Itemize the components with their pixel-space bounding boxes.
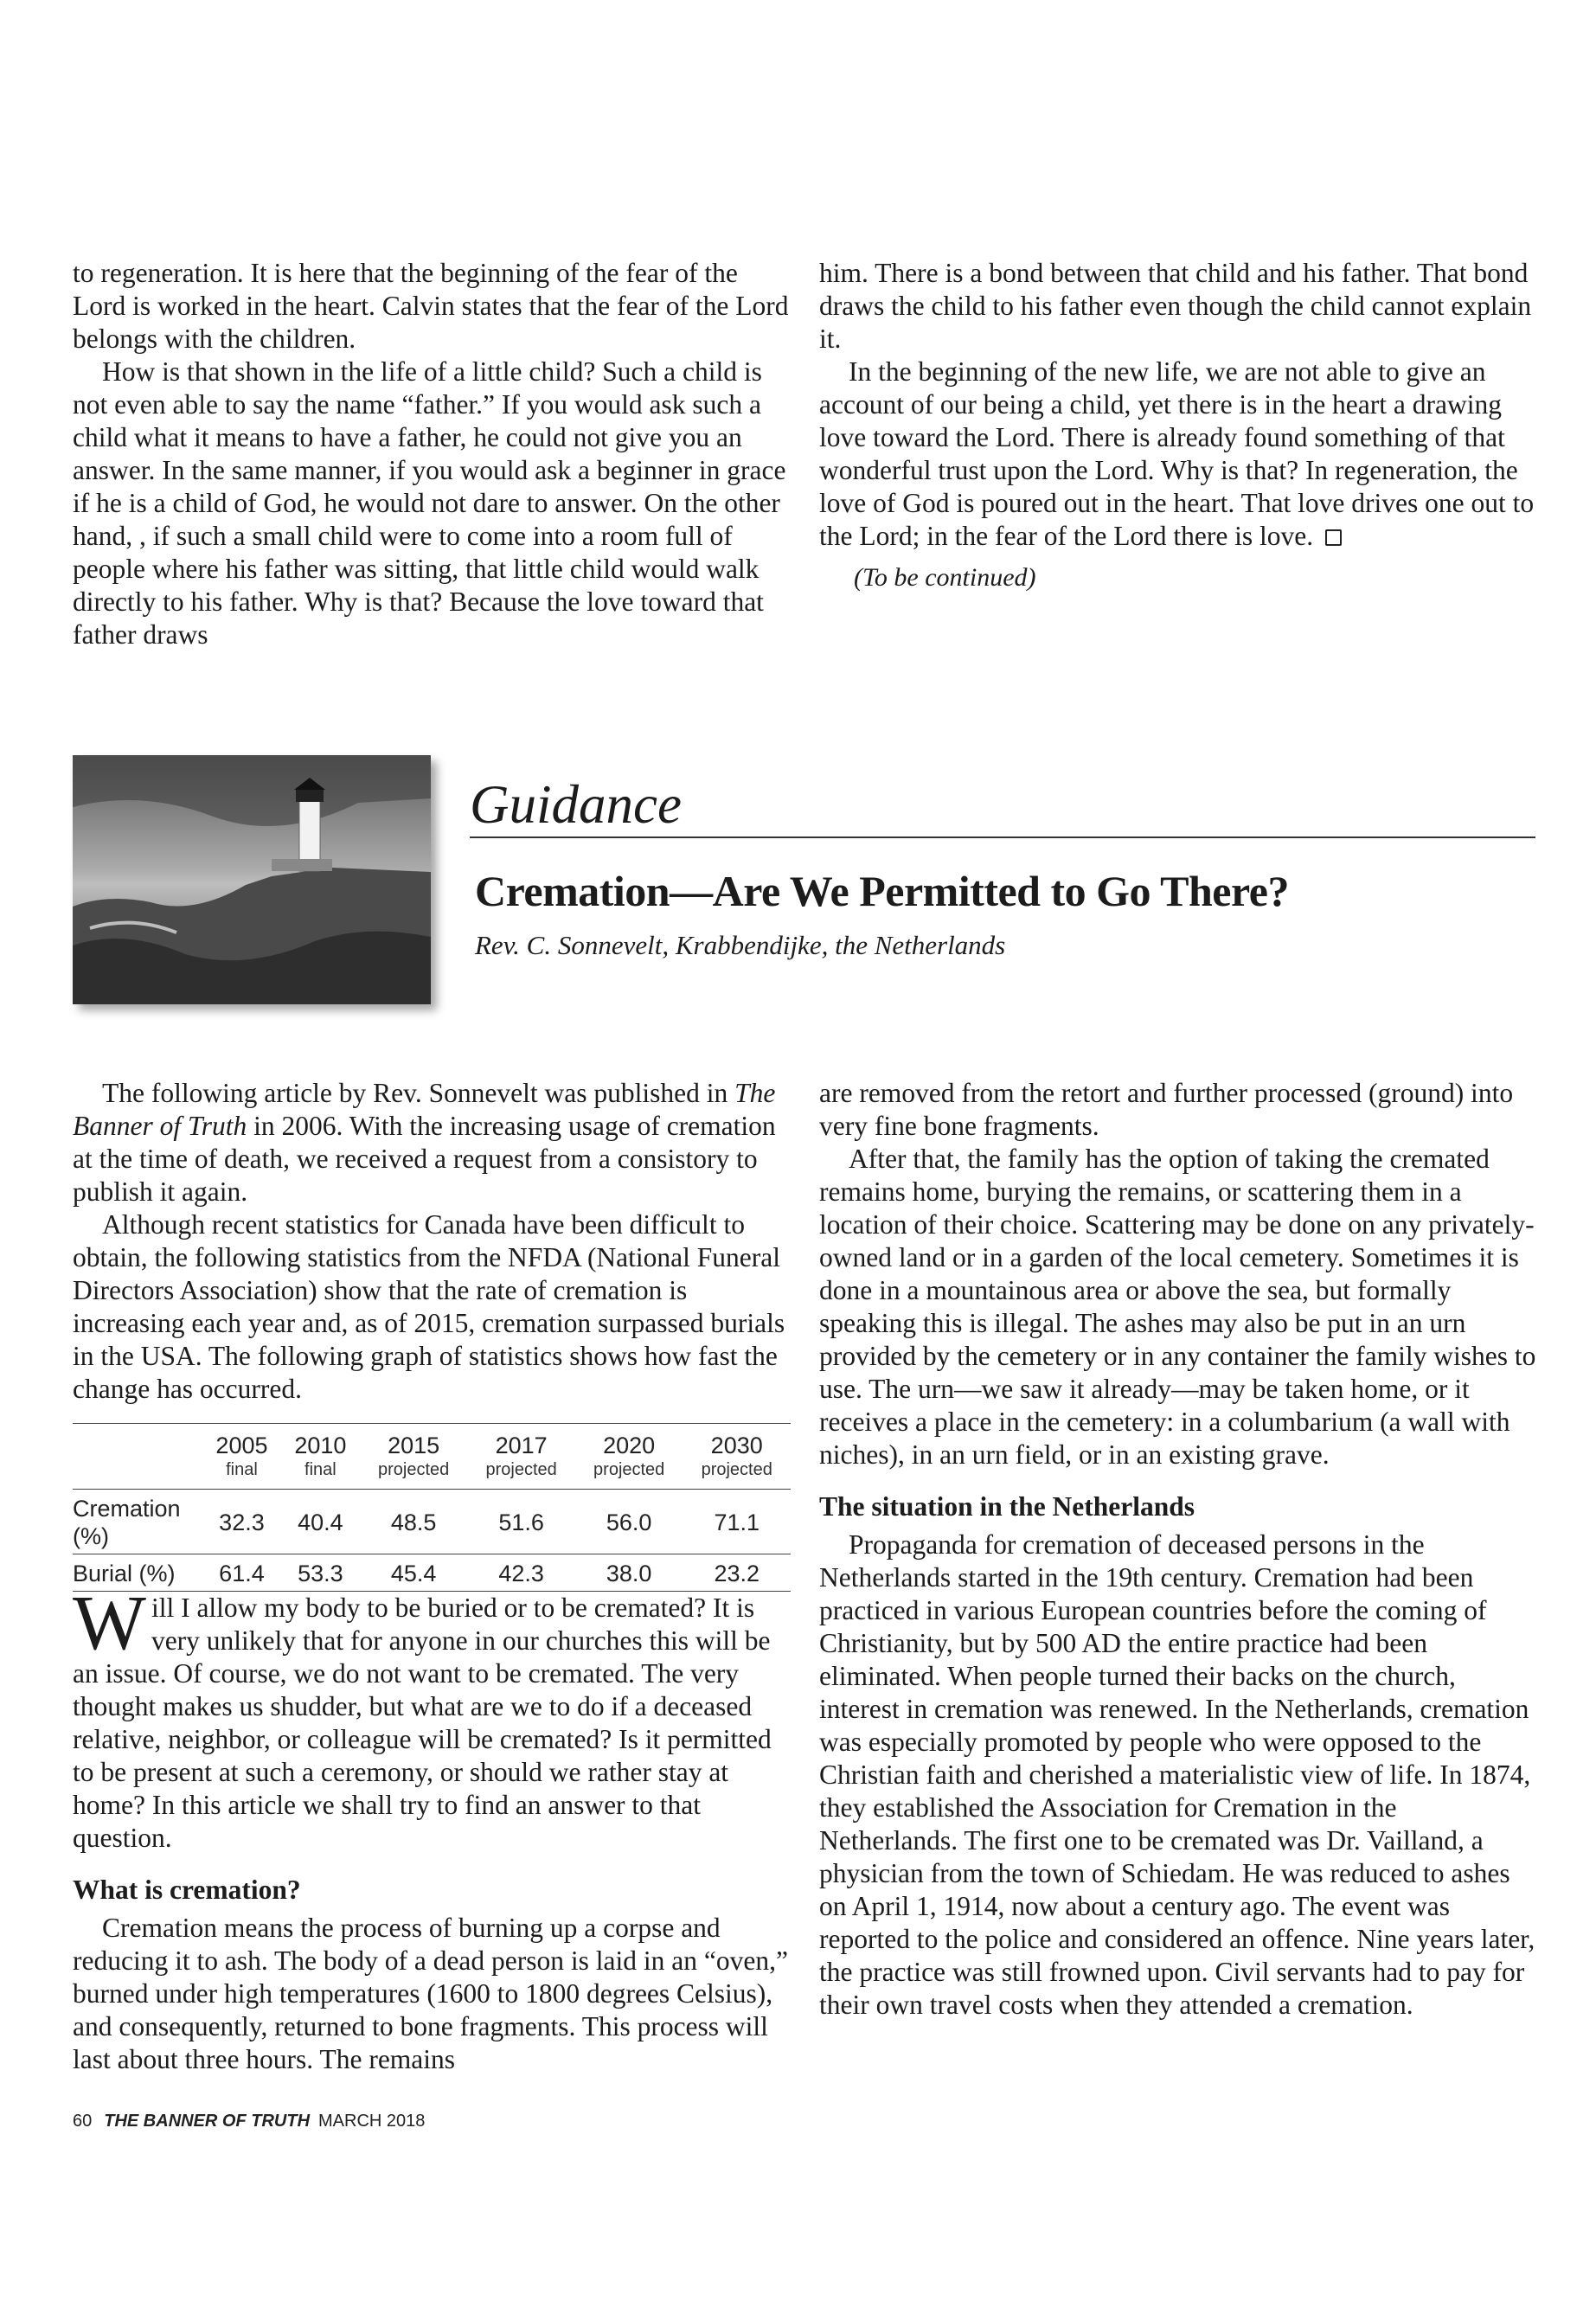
prev-article-right-column (819, 257, 1537, 594)
table-cell: 42.3 (467, 1554, 575, 1592)
table-header-row (73, 1424, 791, 1490)
table-cell: 45.4 (360, 1554, 468, 1592)
body-left-column (73, 1580, 791, 2076)
issue-date: MARCH 2018 (318, 2112, 426, 2131)
row-label: Burial (%) (73, 1554, 202, 1592)
prev-paragraph-3: him. There is a bond between that child and his father. That bond draws the child to his father even though the child cannot explain it. (819, 258, 1532, 354)
end-mark-icon (1325, 529, 1342, 546)
subhead-what-is-cremation: What is cremation? (73, 1875, 301, 1905)
section-rule (470, 836, 1535, 838)
prev-article-left-column (73, 257, 791, 651)
prev-paragraph-2: How is that shown in the life of a little child? Such a child is not even able to say the name “father.” If you would ask such a child what it means to have a father, he could not give you an answer. In the same manner, if you would ask a beginner in grace if he is a child of God, he would not dare to answer. On the other hand, , if such a small child were to come into a room full of people where his father was sitting, that little child would walk directly to his father. Why is that? Because the love toward that father draws (73, 356, 786, 650)
magazine-name: THE BANNER OF TRUTH (104, 2112, 311, 2131)
table-row-cremation (73, 1490, 791, 1554)
table-header-col: 2010 final (281, 1424, 360, 1490)
lighthouse-photo (73, 755, 431, 1004)
prev-paragraph-1: to regeneration. It is here that the beginning of the fear of the Lord is worked in the heart. Calvin states that the fear of the Lord belongs with the children. (73, 258, 789, 354)
to-be-continued: (To be continued) (854, 563, 1036, 592)
table-cell: 61.4 (202, 1554, 281, 1592)
table-cell: 53.3 (281, 1554, 360, 1592)
drop-cap: W (73, 1580, 146, 1666)
table-row-burial (73, 1554, 791, 1592)
table-cell: 32.3 (202, 1490, 281, 1554)
lighthouse-base (272, 859, 332, 871)
section-label: Guidance (470, 774, 682, 835)
table-cell: 71.1 (683, 1490, 791, 1554)
prev-paragraph-4 (819, 356, 1537, 553)
opening-paragraph (73, 1580, 791, 1855)
table-cell: 56.0 (575, 1490, 683, 1554)
article-title: Cremation—Are We Permitted to Go There? (475, 867, 1289, 915)
cremation-paragraph: Cremation means the process of burning up a corpse and reducing it to ash. The body of a dead person is laid in an “oven,” burned under high temperatures (1600 to 1800 degrees Celsius), and consequently, returned to bone fragments. This process will last about three hours. The remains (73, 1913, 788, 2074)
right-paragraph-2: After that, the family has the option of taking the cremated remains home, burying the remains, or scattering them in a location of their choice. Scattering may be done on any privately-owned land or in a garden of the local cemetery. Sometimes it is done in a mountainous area or above the sea, but formally speaking this is illegal. The ashes may also be put in an urn provided by the cemetery or in any container the family wishes to use. The urn—we saw it already—may be taken home, or it receives a place in the cemetery: in a columbarium (a wall with niches), in an urn field, or in an existing grave. (819, 1144, 1536, 1470)
opening-text: ill I allow my body to be buried or to be cremated? It is very unlikely that for anyone in our churches this will be an issue. Of course, we do not want to be cremated. The very thought makes us shudder, but what are we to do if a deceased relative, neighbor, or colleague will be cremated? Is it permitted to be present at such a ceremony, or should we rather stay at home? In this article we shall try to find an answer to that question. (73, 1593, 772, 1853)
table-header-col: 2015 projected (360, 1424, 468, 1490)
table-cell: 40.4 (281, 1490, 360, 1554)
subhead-netherlands: The situation in the Netherlands (819, 1491, 1195, 1522)
table-header-col: 2020 projected (575, 1424, 683, 1490)
right-paragraph-1: are removed from the retort and further processed (ground) into very fine bone fragments. (819, 1078, 1514, 1141)
prev-paragraph-4-text: In the beginning of the new life, we are not able to give an account of our being a child, yet there is in the heart a drawing love toward the Lord. There is already found something of that wonderful trust upon the Lord. Why is that? In regeneration, the love of God is poured out in the heart. That love drives one out to the Lord; in the fear of the Lord there is love. (819, 356, 1535, 551)
byline: Rev. C. Sonnevelt, Krabbendijke, the Netherlands (475, 930, 1006, 960)
body-right-column (819, 1077, 1537, 2022)
table-cell: 48.5 (360, 1490, 468, 1554)
table-header-col: 2017 projected (467, 1424, 575, 1490)
table-cell: 23.2 (683, 1554, 791, 1592)
table-header-col: 2030 projected (683, 1424, 791, 1490)
table-cell: 38.0 (575, 1554, 683, 1592)
page-number: 60 (73, 2112, 93, 2131)
statistics-table (73, 1423, 791, 1592)
netherlands-paragraph: Propaganda for cremation of deceased persons in the Netherlands started in the 19th century. Cremation had been practiced in various European countries before the coming of Christianity, but by 500 AD the entire practice had been eliminated. When people turned their backs on the church, interest in cremation was renewed. In the Netherlands, cremation was especially promoted by people who were opposed to the Christian faith and cherished a materialistic view of life. In 1874, they established the Association for Cremation in the Netherlands. The first one to be cremated was Dr. Vailland, a physician from the town of Schiedam. He was reduced to ashes on April 1, 1914, now about a century ago. The event was reported to the police and considered an offence. Nine years later, the practice was still frowned upon. Civil servants had to pay for their own travel costs when they attended a cremation. (819, 1529, 1535, 2020)
intro-left-column (73, 1077, 791, 1406)
intro-p1-before: The following article by Rev. Sonnevelt was published in (102, 1078, 735, 1108)
table-header-col: 2005 final (202, 1424, 281, 1490)
intro-p1-after: in 2006. With the increasing usage of cremation at the time of death, we received a request from a consistory to publish it again. (73, 1111, 776, 1207)
row-label: Cremation (%) (73, 1490, 202, 1554)
lighthouse-lantern (296, 790, 324, 802)
table-header-blank (73, 1424, 202, 1490)
intro-paragraph-1 (73, 1077, 791, 1208)
table-cell: 51.6 (467, 1490, 575, 1554)
intro-paragraph-2: Although recent statistics for Canada have been difficult to obtain, the following statistics from the NFDA (National Funeral Directors Association) show that the rate of cremation is increasing each year and, as of 2015, cremation surpassed burials in the USA. The following graph of statistics shows how fast the change has occurred. (73, 1209, 785, 1404)
intro-p1-italic: The Banner of Truth (73, 1078, 776, 1141)
page-footer (73, 2111, 425, 2131)
